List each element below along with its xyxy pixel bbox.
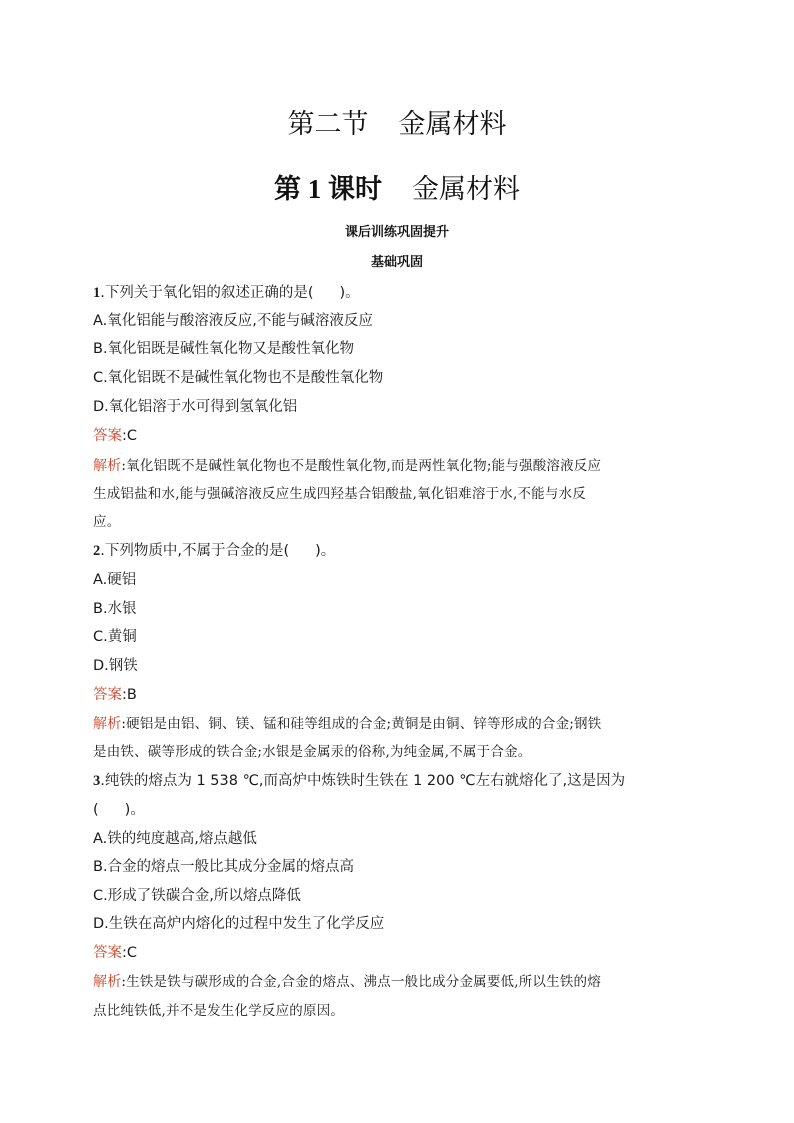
explanation: 解析:氧化铝既不是碱性氧化物也不是酸性氧化物,而是两性氧化物;能与强酸溶液反应 bbox=[93, 458, 602, 474]
question-number: 1 bbox=[93, 285, 101, 301]
option: D.氧化铝溶于水可得到氢氧化铝 bbox=[93, 399, 298, 415]
option: A.氧化铝能与酸溶液反应,不能与碱溶液反应 bbox=[93, 313, 373, 329]
question-3-stem: 3.纯铁的熔点为 1 538 ℃,而高炉中炼铁时生铁在 1 200 ℃左右就熔化了,这是因为 bbox=[93, 773, 626, 789]
option: D.生铁在高炉内熔化的过程中发生了化学反应 bbox=[93, 916, 385, 932]
option: A.铁的纯度越高,熔点越低 bbox=[93, 831, 257, 847]
explanation-line: 是由铁、碳等形成的铁合金;水银是金属汞的俗称,为纯金属,不属于合金。 bbox=[93, 744, 532, 760]
lesson-title bbox=[0, 167, 794, 206]
basic-heading: 基础巩固 bbox=[370, 255, 423, 270]
option: C.形成了铁碳合金,所以熔点降低 bbox=[93, 888, 301, 904]
explanation: 解析:硬铝是由铝、铜、镁、锰和硅等组成的合金;黄铜是由铜、锌等形成的合金;钢铁 bbox=[93, 716, 602, 732]
answer: 答案:C bbox=[93, 945, 138, 961]
lesson-number: 第 1 课时 bbox=[274, 174, 382, 204]
question-number: 3 bbox=[93, 773, 101, 789]
explanation-line: 点比纯铁低,并不是发生化学反应的原因。 bbox=[93, 1003, 345, 1019]
section-title bbox=[0, 102, 794, 141]
explanation: 解析:生铁是铁与碳形成的合金,合金的熔点、沸点一般比成分金属要低,所以生铁的熔 bbox=[93, 974, 601, 990]
option: B.水银 bbox=[93, 601, 137, 617]
exercise-heading: 课后训练巩固提升 bbox=[344, 225, 449, 240]
lesson-name: 金属材料 bbox=[412, 174, 520, 205]
question-3-stem-cont: ( )。 bbox=[93, 802, 145, 818]
question-1-stem: 1.下列关于氧化铝的叙述正确的是( )。 bbox=[93, 285, 360, 301]
option: C.黄铜 bbox=[93, 629, 137, 645]
explanation-label: 解析 bbox=[93, 974, 122, 990]
explanation-line: 生成铝盐和水,能与强碱溶液反应生成四羟基合铝酸盐,氧化铝难溶于水,不能与水反 bbox=[93, 486, 586, 502]
question-number: 2 bbox=[93, 543, 101, 559]
option: B.合金的熔点一般比其成分金属的熔点高 bbox=[93, 859, 355, 875]
option: B.氧化铝既是碱性氧化物又是酸性氧化物 bbox=[93, 341, 355, 357]
option: A.硬铝 bbox=[93, 572, 137, 588]
answer-label: 答案 bbox=[93, 945, 122, 961]
explanation-label: 解析 bbox=[93, 716, 122, 732]
answer-label: 答案 bbox=[93, 687, 122, 703]
option: D.钢铁 bbox=[93, 658, 138, 674]
explanation-line: 应。 bbox=[93, 514, 121, 530]
section-name: 金属材料 bbox=[398, 109, 507, 140]
answer: 答案:B bbox=[93, 687, 137, 703]
answer-label: 答案 bbox=[93, 428, 122, 444]
question-2-stem: 2.下列物质中,不属于合金的是( )。 bbox=[93, 543, 336, 559]
section-number: 第二节 bbox=[287, 109, 369, 140]
explanation-label: 解析 bbox=[93, 458, 122, 474]
option: C.氧化铝既不是碱性氧化物也不是酸性氧化物 bbox=[93, 370, 384, 386]
answer: 答案:C bbox=[93, 428, 138, 444]
